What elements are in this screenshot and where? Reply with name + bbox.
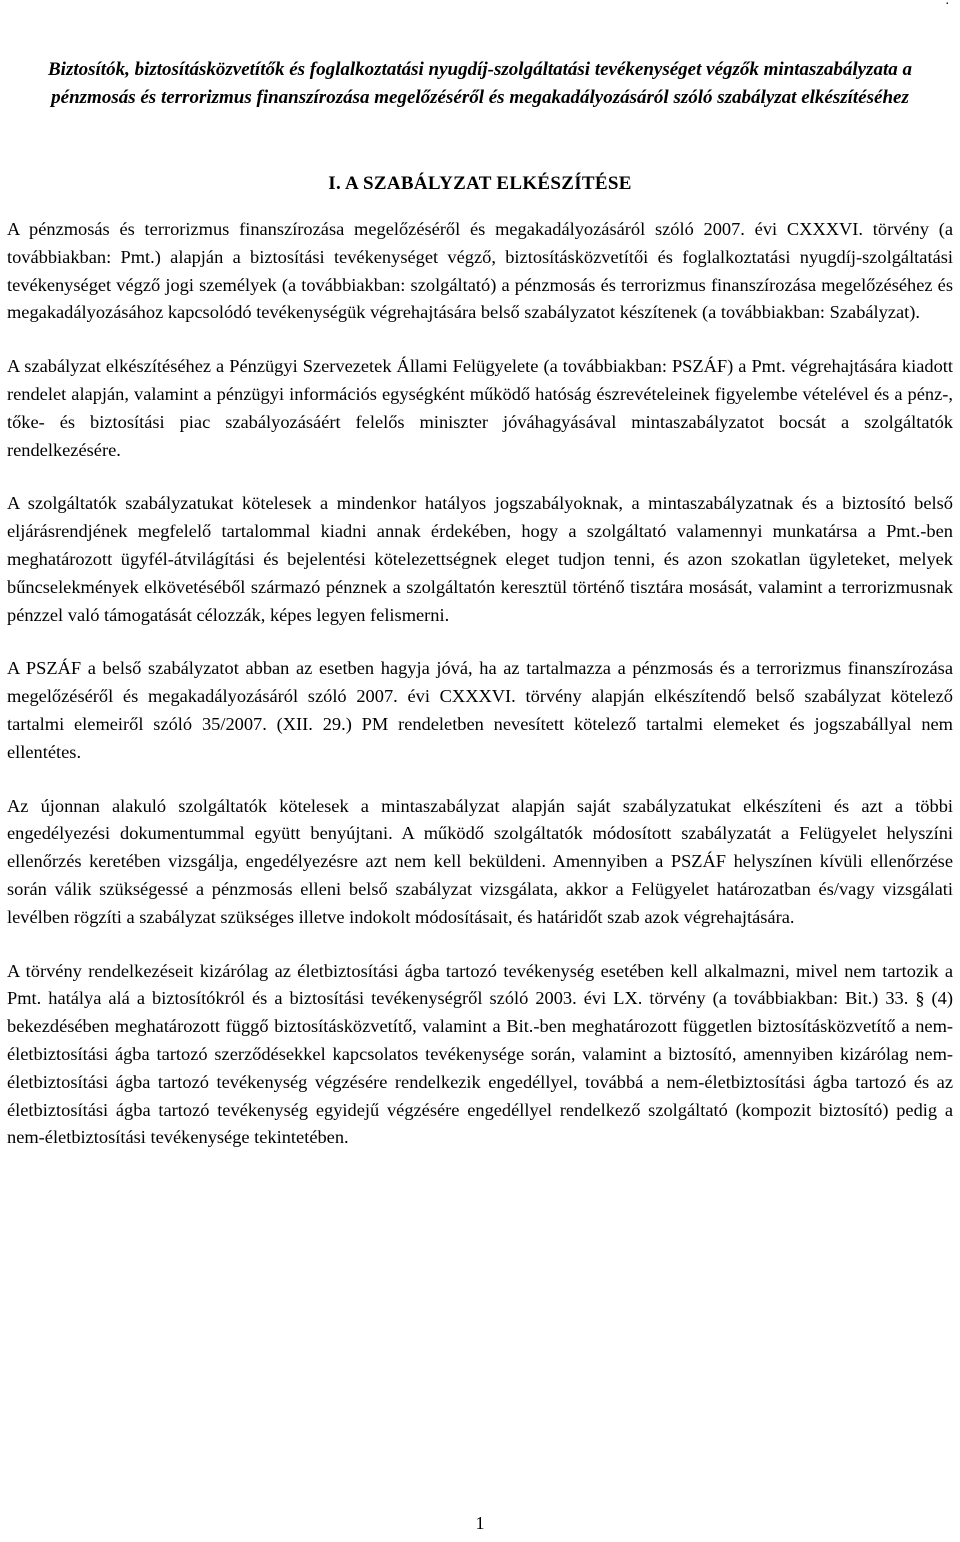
section-heading: I. A SZABÁLYZAT ELKÉSZÍTÉSE — [328, 173, 632, 194]
page-number: 1 — [475, 1513, 485, 1533]
paragraph-3: A szolgáltatók szabályzatukat kötelesek a mindenkor hatályos jogszabályoknak, a mintaszabályzatnak és a biztosító belső eljárásrendjének megfelelő tartalommal kiadni annak érdekében, hogy a szolgáltató valamennyi munkatársa a Pmt.-ben meghatározott ügyfél-átvilágítási és bejelentési kötelezettségnek eleget tudjon tenni, és azon szokatlan ügyleteket, melyek bűncselekmények elkövetéséből származó pénznek a szolgáltatón keresztül történő tisztára mosását, valamint a terrorizmusnak pénzzel való támogatását célozzák, képes legyen felismerni. — [7, 493, 953, 625]
document-page — [7, 0, 953, 1152]
paragraph-5: Az újonnan alakuló szolgáltatók kötelesek a mintaszabályzat alapján saját szabályzatukat elkészíteni és azt a többi engedélyezési dokumentummal együtt benyújtani. A működő szolgáltatók módosított szabályzatát a Felügyelet helyszíni ellenőrzés keretében vizsgálja, engedélyezésre azt nem kell beküldeni. Amennyiben a PSZÁF helyszínen kívüli ellenőrzése során válik szükségessé a pénzmosás elleni belső szabályzat vizsgálata, akkor a Felügyelet határozatban és/vagy vizsgálati levélben rögzíti a szabályzat szükséges illetve indokolt módosításait, és határidőt szab azok végrehajtására. — [7, 795, 953, 927]
paragraph-1: A pénzmosás és terrorizmus finanszírozása megelőzéséről és megakadályozásáról szóló 2007. évi CXXXVI. törvény (a továbbiakban: Pmt.) alapján a biztosítási tevékenységet végző, biztosításközvetítői és foglalkoztatási nyugdíj-szolgáltatási tevékenységet végző jogi személyek (a továbbiakban: szolgáltató) a pénzmosás és terrorizmus finanszírozása megelőzéséhez és megakadályozásához kapcsolódó tevékenységük végrehajtására belső szabályzatot készítenek (a továbbiakban: Szabályzat). — [7, 219, 953, 323]
paragraph-6: A törvény rendelkezéseit kizárólag az életbiztosítási ágba tartozó tevékenység esetében kell alkalmazni, mivel nem tartozik a Pmt. hatálya alá a biztosítókról és a biztosítási tevékenységről szóló 2003. évi LX. törvény (a továbbiakban: Bit.) 33. § (4) bekezdésében meghatározott függő biztosításközvetítő, valamint a Bit.-ben meghatározott független biztosításközvetítő a nem-életbiztosítási ágba tartozó szerződésekkel kapcsolatos tevékenysége során, valamint a biztosító, amennyiben kizárólag nem-életbiztosítási ágba tartozó tevékenység végzésére rendelkezik engedéllyel, továbbá a nem-életbiztosítási ágba tartozó és az életbiztosítási ágba tartozó tevékenység egyidejű végzésére engedéllyel rendelkező szolgáltató (kompozit biztosító) pedig a nem-életbiztosítási tevékenysége tekintetében. — [7, 960, 953, 1148]
corner-mark: . — [945, 0, 949, 8]
paragraph-4: A PSZÁF a belső szabályzatot abban az esetben hagyja jóvá, ha az tartalmazza a pénzmosás és a terrorizmus finanszírozása megelőzéséről és megakadályozásáról szóló 2007. évi CXXXVI. törvény alapján elkészítendő belső szabályzat kötelező tartalmi elemeiről szóló 35/2007. (XII. 29.) PM rendeletben nevesített kötelező tartalmi elemeket és jogszabállyal nem ellentétes. — [7, 658, 953, 762]
paragraph-2: A szabályzat elkészítéséhez a Pénzügyi Szervezetek Állami Felügyelete (a továbbiakban: PSZÁF) a Pmt. végrehajtására kiadott rendelet alapján, valamint a pénzügyi információs egységként működő hatóság észrevételeinek figyelembe vételével és a pénz-, tőke- és biztosítási piac szabályozásáért felelős miniszter jóváhagyásával mintaszabályzatot bocsát a szolgáltatók rendelkezésére. — [7, 356, 953, 460]
document-title: Biztosítók, biztosításközvetítők és foglalkoztatási nyugdíj-szolgáltatási tevékenységet végzők mintaszabályzata a pénzmosás és terrorizmus finanszírozása megelőzéséről és megakadályozásáról szóló szabályzat elkészítéséhez — [48, 59, 912, 108]
